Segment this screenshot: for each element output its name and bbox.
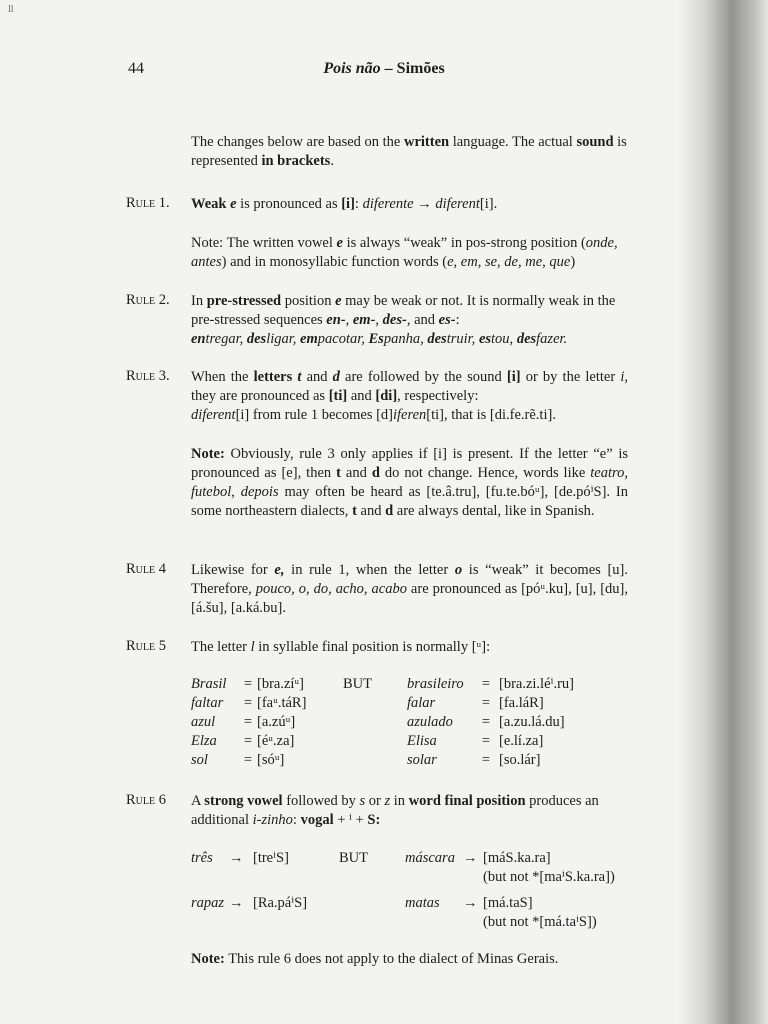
book-author: Simões [396, 60, 445, 77]
letter-e: e, [274, 562, 285, 578]
rule-3-span: are followed by the sound [339, 369, 507, 385]
table-row [191, 714, 574, 733]
note-text: This rule 6 does not apply to the dialect of Minas Gerais. [224, 951, 559, 967]
rule-6-span: in [390, 793, 409, 809]
rule-4-span: Likewise for [191, 562, 275, 578]
intro-text: language. The actual [449, 134, 577, 150]
word: Brasil [191, 676, 227, 692]
intro-paragraph [191, 133, 628, 171]
ex-rest: tou, [491, 331, 517, 347]
rule-2-span: , and [406, 312, 439, 328]
arrow [463, 869, 483, 888]
word: Elisa [407, 733, 437, 749]
note-label: Note: [191, 446, 225, 462]
rule-6-note [191, 950, 628, 969]
rule-1-span: . [493, 196, 498, 212]
rule-1-span: : [354, 196, 363, 212]
letter-t: t [297, 369, 302, 385]
but-label [339, 914, 405, 933]
rule-4-label: Rule 4 [126, 561, 166, 577]
rule-3-span: and [301, 369, 333, 385]
corner-mark: ll [8, 4, 14, 15]
letter-l: l [250, 639, 255, 655]
rule-2-bold: pre-stressed [206, 293, 282, 309]
letter-t: t [336, 465, 341, 481]
pronunciation: [bra.zi.léⁱ.ru] [499, 676, 574, 692]
table-row [191, 850, 615, 869]
but-label [343, 733, 407, 752]
arrow: → [463, 895, 478, 911]
rule-1-e: e [230, 196, 237, 212]
word [405, 869, 463, 888]
rule-2-span: In [191, 293, 207, 309]
rule-3-example: iferen [393, 407, 427, 423]
word: falar [407, 695, 436, 711]
pronunciation: [sóᵘ] [257, 752, 285, 768]
pronunciation: (but not *[má.taⁱS]) [483, 914, 597, 930]
rule-3-note [191, 445, 628, 521]
note-text: and [340, 465, 372, 481]
pronunciation: [máS.ka.ra] [483, 850, 551, 866]
rule-5-span: in syllable final position is normally [ᵘ]: [254, 639, 491, 655]
word: solar [407, 752, 437, 768]
letter-d: d [371, 465, 380, 481]
word [405, 914, 463, 933]
rule-3-span: or by the letter [520, 369, 621, 385]
table-row [191, 733, 574, 752]
i-zinho: i-zinho [252, 812, 293, 828]
ex-prefix: em [300, 331, 318, 347]
ex-prefix: en [191, 331, 206, 347]
note-text: do not change. Hence, words like [379, 465, 591, 481]
equals: = [481, 676, 491, 692]
rule-3-span: and [347, 388, 376, 404]
but-label [343, 714, 407, 733]
equals: = [481, 714, 491, 730]
rule-3-text [191, 368, 628, 425]
pronunciation: (but not *[maⁱS.ka.ra]) [483, 869, 615, 885]
word: matas [405, 895, 440, 911]
equals: = [243, 752, 253, 768]
intro-text: The changes below are based on the [191, 134, 404, 150]
letter-d: d [332, 369, 340, 385]
letter-d: d [385, 503, 394, 519]
note-text: are always dental, like in Spanish. [393, 503, 595, 519]
but-label [339, 869, 405, 888]
rule-1-example: diferent [435, 196, 480, 212]
table-row [191, 752, 574, 771]
note-text: may often be heard as [te.â.tru], [fu.te.bóᵘ], [de.póⁱS]. In some northeastern dialects, [191, 484, 628, 519]
rule-6-span: A [191, 793, 205, 809]
word [191, 914, 229, 933]
intro-text: . [330, 153, 334, 169]
table-row [191, 869, 615, 888]
rule-1-i: [i] [341, 196, 355, 212]
arrow: → [229, 850, 244, 866]
word: azulado [407, 714, 453, 730]
page-binding-shadow [678, 0, 768, 1024]
rule-3-example: diferent [191, 407, 236, 423]
rule-3-span: , respectively: [397, 388, 479, 404]
rule-3-bold: letters [253, 369, 293, 385]
prefix-es: es- [438, 312, 456, 328]
rule-3-span: , they are pronounced as [191, 369, 628, 404]
note-example: teatro, futebol, depois [191, 465, 629, 500]
rule-2-span: may be weak or not. It is normally weak in the pre-stressed sequences [191, 293, 616, 328]
word: rapaz [191, 895, 225, 911]
pronunciation: [fa.láR] [499, 695, 544, 711]
rule-2-examples [191, 331, 567, 347]
rule-3-span: When the [191, 369, 254, 385]
rule-5-text [191, 638, 628, 657]
intro-bold-sound: sound [576, 134, 614, 150]
pronunciation: [so.lár] [499, 752, 541, 768]
word: azul [191, 714, 216, 730]
superscript-i: ⁱ [349, 812, 352, 828]
intro-bold-brackets: in brackets [261, 153, 331, 169]
letter-t: t [352, 503, 357, 519]
ex-rest: tregar, [205, 331, 247, 347]
but-label [343, 695, 407, 714]
pronunciation: [Ra.páⁱS] [253, 895, 308, 911]
rule-3-span: [i] from rule 1 becomes [d] [235, 407, 393, 423]
rule-6-span: + [351, 812, 368, 828]
note-label: Note: [191, 951, 225, 967]
ex-prefix: des [516, 331, 537, 347]
rule-6-span: followed by [282, 793, 360, 809]
note-text: Obviously, rule 3 only applies if [i] is present. If the letter “e” is pronounced as [e], then [191, 446, 628, 481]
rule-2-span: , [345, 312, 353, 328]
rule-1-note [191, 234, 628, 272]
word-final-position: word final position [408, 793, 526, 809]
equals: = [243, 733, 253, 749]
ex-prefix: Es [368, 331, 384, 347]
rule-1-text [191, 195, 628, 214]
arrow: → [463, 850, 478, 866]
but-label [339, 888, 405, 914]
word: três [191, 850, 213, 866]
word: sol [191, 752, 208, 768]
rule-1-label: Rule 1. [126, 195, 170, 211]
rule-3-span: [ti], that is [di.fe.rẽ.ti]. [426, 407, 556, 423]
running-head [0, 60, 768, 78]
rule-4-span: is “weak” it becomes [u]. Therefore, [191, 562, 628, 597]
rule-4-examples: pouco, o, do, acho, acabo [255, 581, 407, 597]
rule-4-span: are pronounced as [póᵘ.ku], [u], [du], [á.šu], [a.ká.bu]. [191, 581, 628, 616]
note-text: and [356, 503, 386, 519]
rule-6-span: + [333, 812, 350, 828]
letter-o: o [454, 562, 463, 578]
equals: = [481, 695, 491, 711]
pronunciation [253, 914, 339, 933]
table-row [191, 888, 615, 914]
sound-ti: [ti] [328, 388, 348, 404]
rule-2-span: : [455, 312, 460, 328]
rule-1-weak: Weak [191, 196, 231, 212]
intro-text: is represented [191, 134, 627, 169]
prefix-des: des- [382, 312, 407, 328]
ex-prefix: des [427, 331, 447, 347]
word: Elza [191, 733, 217, 749]
table-row [191, 676, 574, 695]
rule-5-label: Rule 5 [126, 638, 166, 654]
note-text: Note: The written vowel [191, 235, 337, 251]
pronunciation: [éᵘ.za] [257, 733, 295, 749]
intro-bold-written: written [403, 134, 450, 150]
rule-1-span: [i] [479, 196, 494, 212]
table-row [191, 695, 574, 714]
letter-i: i [620, 369, 625, 385]
equals: = [243, 695, 253, 711]
pronunciation: [a.zúᵘ] [257, 714, 296, 730]
rule-2-span: position [281, 293, 336, 309]
pronunciation: [bra.zíᵘ] [257, 676, 305, 692]
pronunciation: [e.lí.za] [499, 733, 544, 749]
ex-rest: panha, [383, 331, 428, 347]
word [191, 869, 229, 888]
rule-1-example: diferente [362, 196, 414, 212]
rule-6-span: : [292, 812, 301, 828]
pronunciation [253, 869, 339, 888]
ex-rest: pacotar, [317, 331, 369, 347]
equals: = [481, 733, 491, 749]
rule-6-span: produces an additional [191, 793, 599, 828]
note-text: ) and in monosyllabic function words ( [221, 254, 448, 270]
rule-6-span: or [365, 793, 385, 809]
word: máscara [405, 850, 455, 866]
rule-3-label: Rule 3. [126, 368, 170, 384]
ex-prefix: des [246, 331, 267, 347]
arrow [463, 914, 483, 933]
prefix-em: em- [352, 312, 376, 328]
pronunciation: [má.taS] [483, 895, 533, 911]
note-text: ) [570, 254, 576, 270]
but-label: BUT [343, 676, 372, 692]
equals: = [243, 714, 253, 730]
arrow: → [413, 196, 436, 212]
rule-4-text [191, 561, 628, 618]
note-text: is always “weak” in pos-strong position ( [342, 235, 586, 251]
rule-5-span: The letter [191, 639, 251, 655]
letter-z: z [384, 793, 391, 809]
table-row [191, 914, 615, 933]
word: brasileiro [407, 676, 464, 692]
rule-6-table [191, 850, 615, 933]
page-number: 44 [128, 60, 144, 77]
arrow [229, 869, 253, 888]
rule-6-label: Rule 6 [126, 792, 166, 808]
arrow [229, 914, 253, 933]
rule-2-e: e [335, 293, 342, 309]
sound-di: [di] [375, 388, 398, 404]
arrow: → [229, 895, 244, 911]
rule-6-text [191, 792, 628, 830]
note-e: e [336, 235, 343, 251]
s-symbol: S: [367, 812, 381, 828]
rule-4-span: in rule 1, when the letter [284, 562, 455, 578]
ex-rest: truir, [446, 331, 479, 347]
rule-1-span: is pronounced as [236, 196, 342, 212]
but-label [343, 752, 407, 771]
prefix-en: en- [326, 312, 346, 328]
strong-vowel: strong vowel [204, 793, 283, 809]
pronunciation: [treⁱS] [253, 850, 289, 866]
book-title: Pois não [323, 60, 381, 77]
vogal: vogal [300, 812, 334, 828]
rule-5-table [191, 676, 574, 771]
equals: = [481, 752, 491, 768]
note-example: e, em, se, de, me, que [447, 254, 571, 270]
rule-2-span: , [375, 312, 383, 328]
rule-2-label: Rule 2. [126, 292, 170, 308]
ex-prefix: es [478, 331, 492, 347]
pronunciation: [faᵘ.táR] [257, 695, 307, 711]
pronunciation: [a.zu.lá.du] [499, 714, 565, 730]
note-example: onde, antes [191, 235, 618, 270]
word: faltar [191, 695, 224, 711]
rule-2-text [191, 292, 628, 349]
letter-s: s [359, 793, 366, 809]
equals: = [243, 676, 253, 692]
but-label: BUT [339, 850, 368, 866]
ex-rest: fazer. [536, 331, 568, 347]
ex-rest: ligar, [266, 331, 301, 347]
head-separator: – [380, 60, 397, 77]
sound-i: [i] [506, 369, 521, 385]
